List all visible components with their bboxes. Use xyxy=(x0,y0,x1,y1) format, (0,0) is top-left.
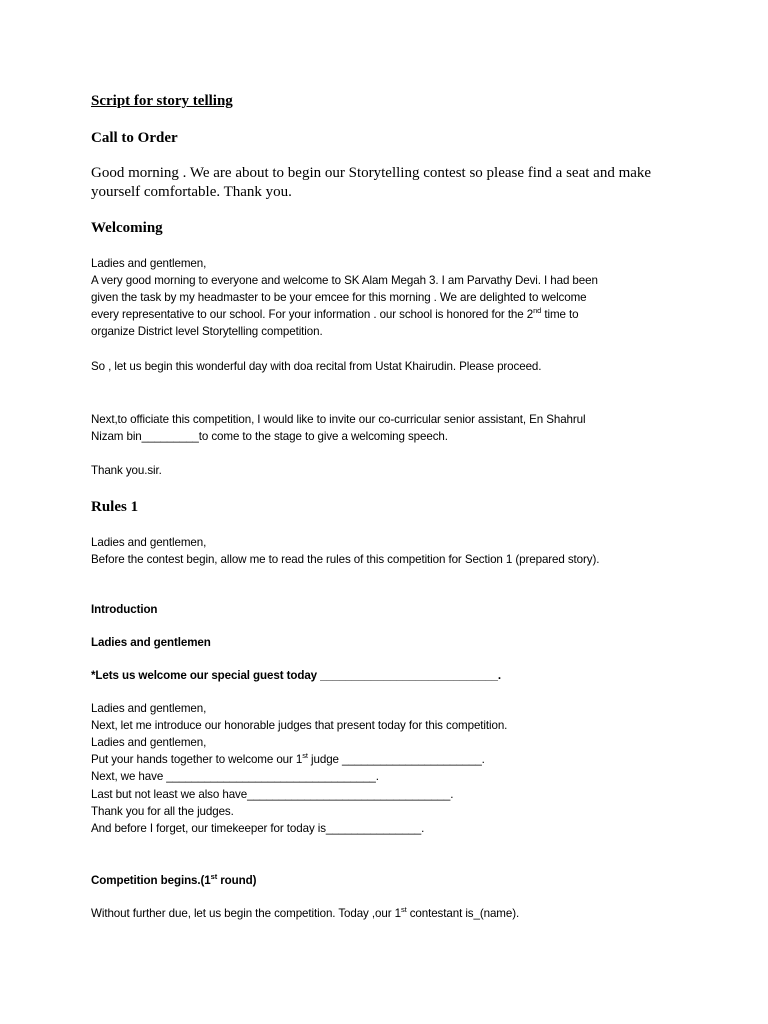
judges-line: Next, we have _________________________________. xyxy=(91,770,379,783)
judges-line: Ladies and gentlemen, xyxy=(91,736,207,749)
judges-line: Thank you for all the judges. xyxy=(91,805,234,818)
judges-line: Next, let me introduce our honorable judges that present today for this competition. xyxy=(91,719,508,732)
timekeeper-line: And before I forget, our timekeeper for today is_______________. xyxy=(91,822,425,835)
welcoming-thank-you: Thank you.sir. xyxy=(91,464,162,477)
document-title: Script for story telling xyxy=(91,93,233,109)
ordinal-suffix: st xyxy=(302,751,308,760)
welcoming-line: Ladies and gentlemen, xyxy=(91,257,207,270)
welcoming-line: every representative to our school. For your information . our school is honored for the 2nd time to xyxy=(91,306,579,321)
ordinal-suffix: nd xyxy=(533,306,542,315)
call-to-order-line-1: Good morning . We are about to begin our Storytelling contest so please find a seat and make xyxy=(91,165,652,181)
introduction-ladies-line: Ladies and gentlemen xyxy=(91,636,211,649)
call-to-order-line-2: yourself comfortable. Thank you. xyxy=(91,184,292,200)
rules-line: Ladies and gentlemen, xyxy=(91,536,207,549)
rules-heading: Rules 1 xyxy=(91,499,139,515)
welcoming-line: organize District level Storytelling competition. xyxy=(91,325,323,338)
competition-line: Without further due, let us begin the competition. Today ,our 1st contestant is_(name). xyxy=(91,905,520,920)
competition-heading: Competition begins.(1st round) xyxy=(91,872,257,887)
judges-line: Last but not least we also have________________________________. xyxy=(91,788,454,801)
welcoming-line: given the task by my headmaster to be your emcee for this morning . We are delighted to welcome xyxy=(91,291,587,304)
judges-line: Put your hands together to welcome our 1st judge ______________________. xyxy=(91,751,485,766)
welcoming-line: A very good morning to everyone and welcome to SK Alam Megah 3. I am Parvathy Devi. I had been xyxy=(91,274,598,287)
ordinal-suffix: st xyxy=(400,905,407,914)
welcoming-doa-line: So , let us begin this wonderful day with doa recital from Ustat Khairudin. Please proceed. xyxy=(91,360,542,373)
special-guest-line: *Lets us welcome our special guest today ____________________________. xyxy=(91,669,501,682)
welcoming-officiate-line: Next,to officiate this competition, I would like to invite our co-curricular senior assistant, En Shahrul xyxy=(91,413,586,426)
call-to-order-heading: Call to Order xyxy=(91,130,178,146)
judges-line: Ladies and gentlemen, xyxy=(91,702,207,715)
ordinal-suffix: st xyxy=(210,872,218,881)
rules-line: Before the contest begin, allow me to read the rules of this competition for Section 1 (prepared story). xyxy=(91,553,600,566)
introduction-heading: Introduction xyxy=(91,603,158,616)
welcoming-heading: Welcoming xyxy=(91,220,163,236)
welcoming-officiate-line: Nizam bin_________to come to the stage to give a welcoming speech. xyxy=(91,430,448,443)
